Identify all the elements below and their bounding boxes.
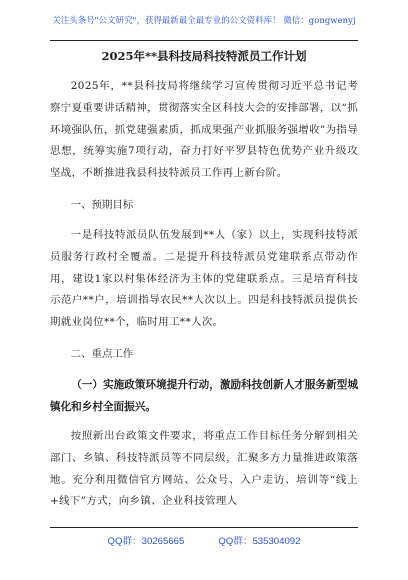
- subsection-heading-text: （一）实施政策环境提升行动，激励科技创新人才服务新型城镇化和乡村全面振兴。: [50, 378, 358, 413]
- intro-paragraph: 2025年，**县科技局将继续学习宣传贯彻习近平总书记考察宁夏重要讲话精神，贯彻落实全区科技大会的安排部署，以“抓环境强队伍，抓党建强素质，抓成果强产业抓服务强增收”为指导思想，统筹实施7项行动，奋力打好平罗县特色优势产业升级攻坚战，不断推进我县科技特派员工作再上新台阶。: [50, 80, 358, 180]
- document-title: 2025年**县科技局科技特派员工作计划: [101, 49, 307, 63]
- page-footer: [0, 533, 408, 547]
- policy-paragraph: 按照新出台政策文件要求，将重点工作目标任务分解到相关部门、乡镇、科技特派员等不同层级，汇聚多方力量推进政策落地。充分利用微信官方网站、公众号、入户走访、培训等“线上+线下”方式，向乡镇、企业科技管理人: [50, 429, 358, 508]
- document-body: [50, 48, 358, 513]
- section-heading-key-work: 二、重点工作: [70, 347, 134, 360]
- goals-paragraph: 一是科技特派员队伍发展到**人（家）以上，实现科技特派员服务行政村全覆盖。二是提升科技特派员党建联系点带动作用，建设1家以村集体经济为主体的党建联系点。三是培育科技示范户**户，培训指导农民**人次以上。四是科技特派员提供长期就业岗位**个，临时用工**人次。: [50, 228, 358, 329]
- page-header-banner: 关注头条号"公文研究"，获得最新最全最专业的公文资料库！ 微信：gongwenyj: [52, 15, 356, 25]
- section-heading-goals: 一、预期目标: [70, 198, 134, 211]
- footer-divider: [50, 527, 358, 528]
- footer-qq-group-1: QQ群：30265665: [107, 536, 185, 547]
- header-divider: [50, 40, 358, 41]
- subsection-heading-policy: [50, 374, 358, 418]
- footer-qq-group-2: QQ群：535304092: [218, 536, 301, 547]
